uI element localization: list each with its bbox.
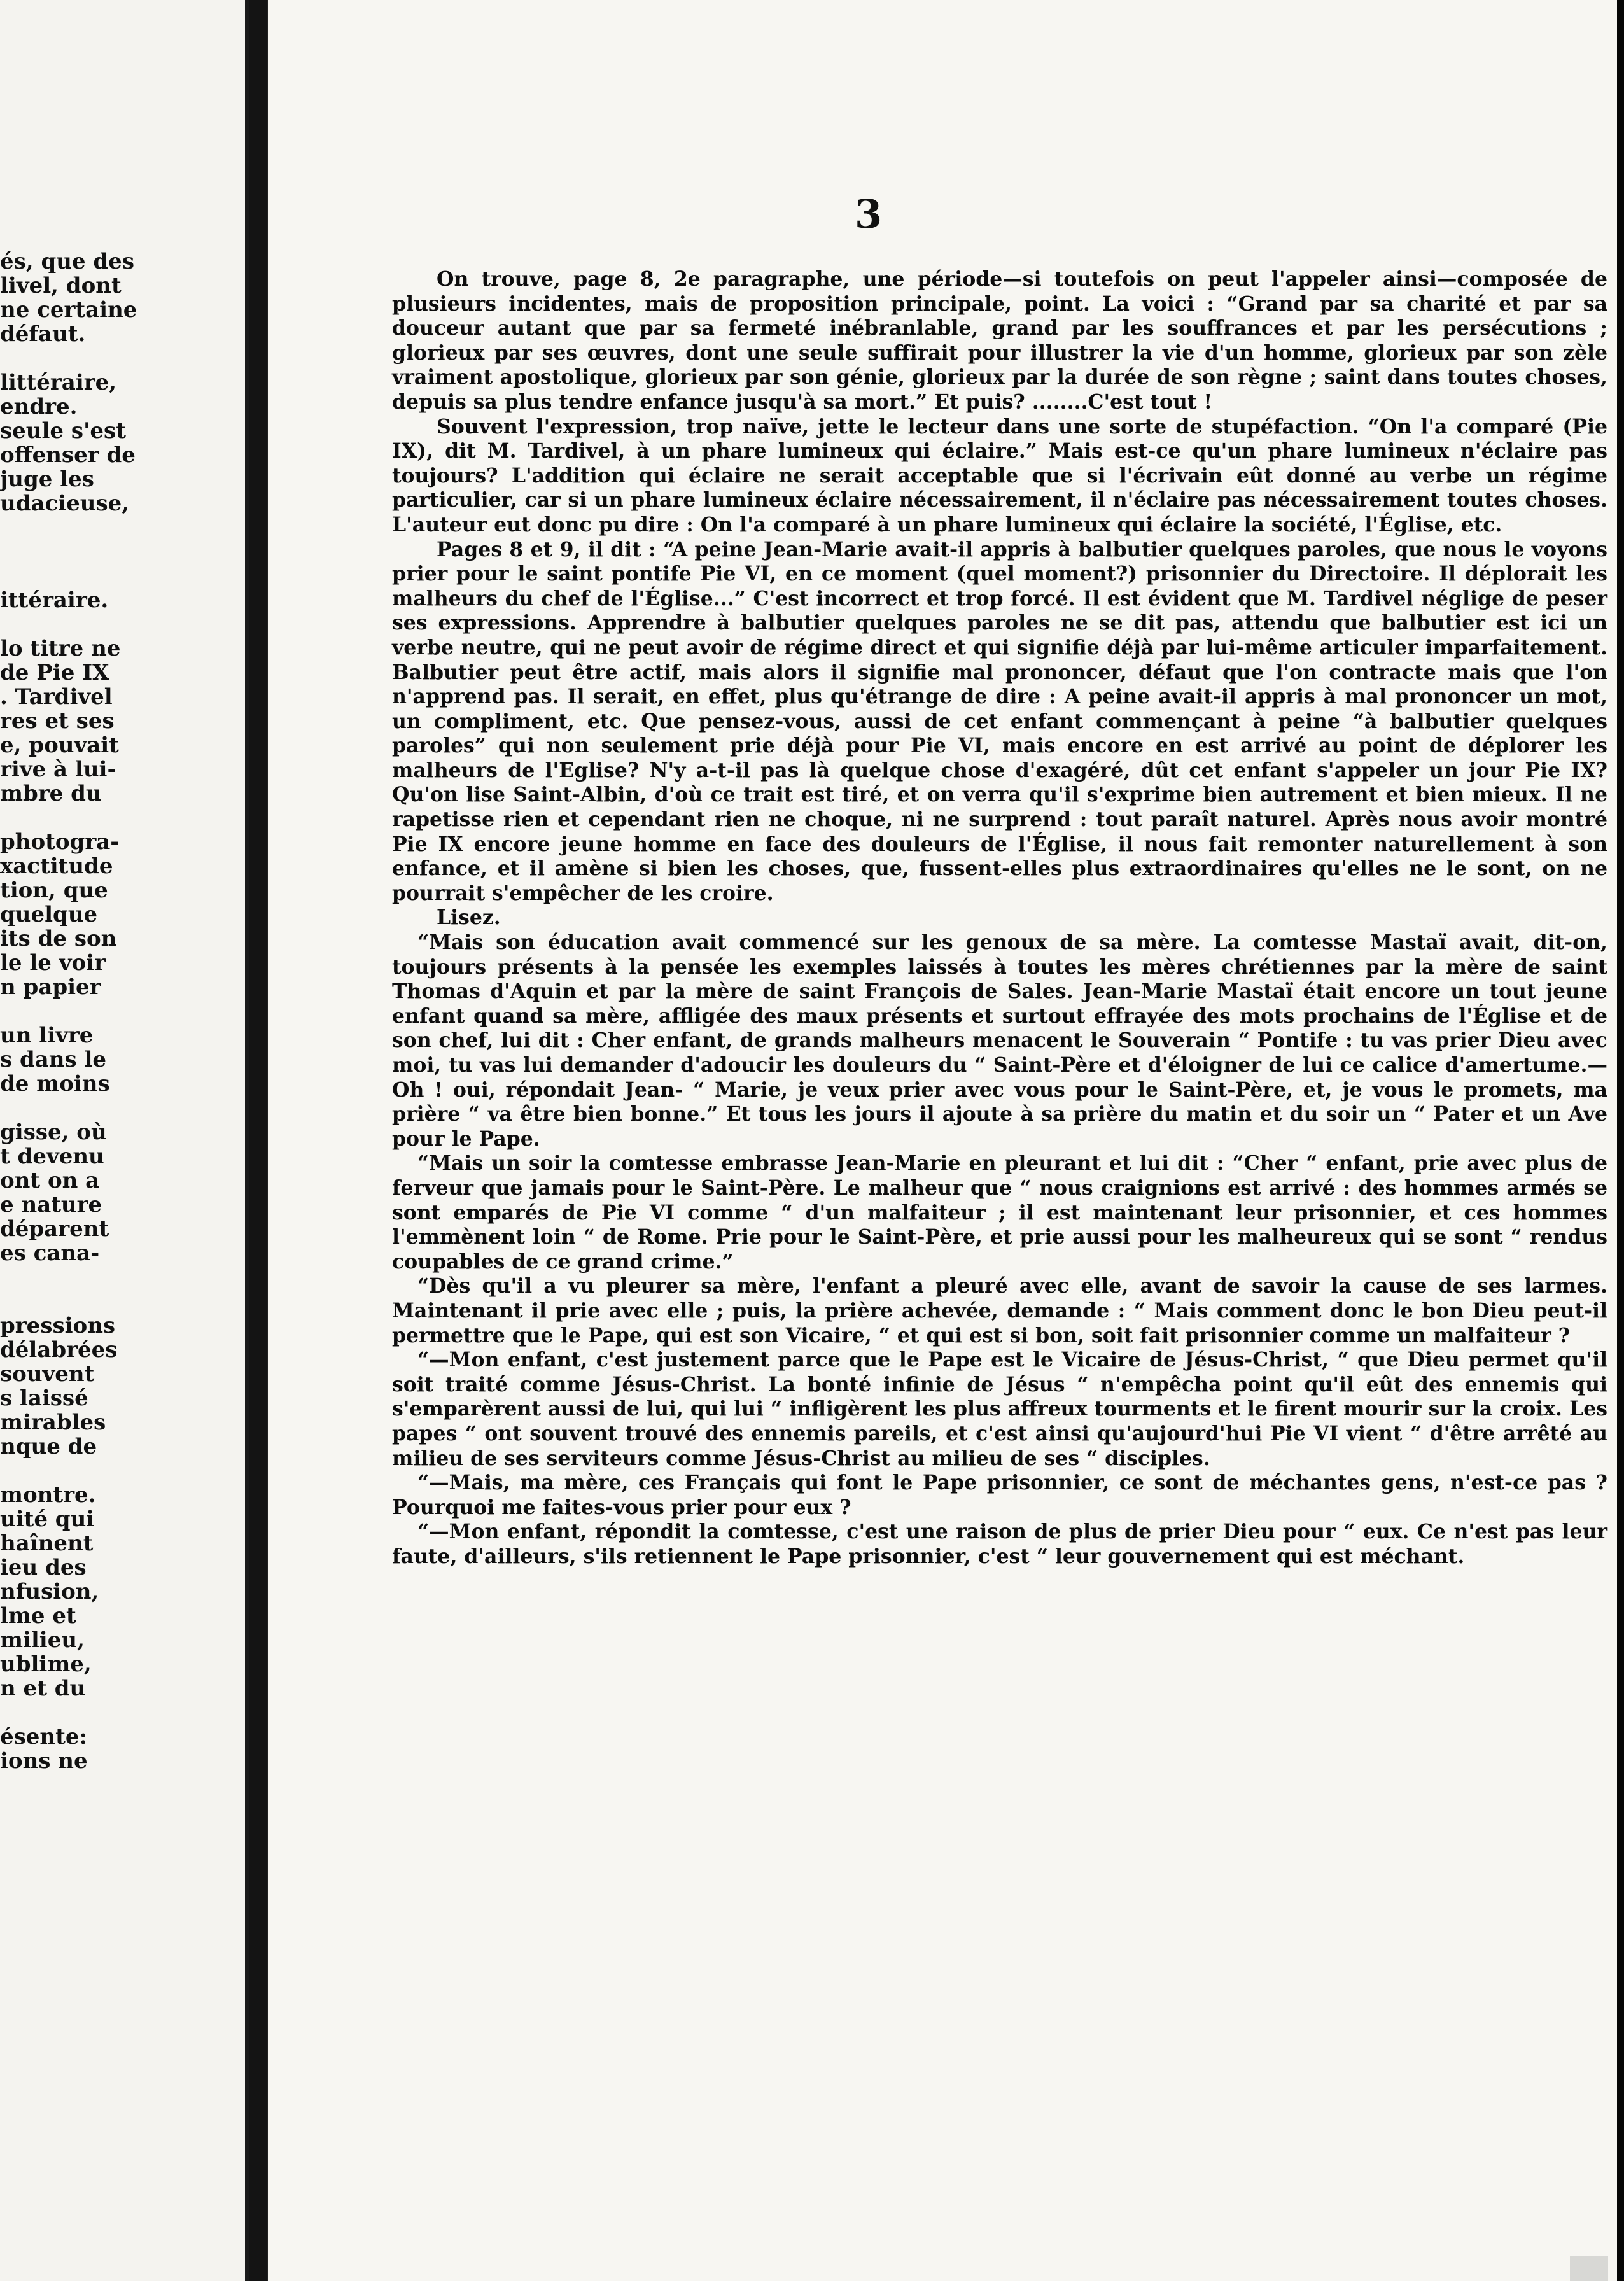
book-gutter <box>249 0 267 2281</box>
left-page-line: its de son <box>0 926 117 951</box>
left-page-line: ions ne <box>0 1748 88 1774</box>
left-page-line: livel, dont <box>0 273 122 298</box>
left-page-line <box>0 516 237 540</box>
left-page-line <box>0 999 237 1023</box>
left-page-line: photogra- <box>0 829 120 855</box>
paragraph-7: “Dès qu'il a vu pleurer sa mère, l'enfant a pleuré avec elle, avant de savoir la cause de ses larmes. Maintenant il prie avec elle ; puis, la prière achevée, demande : “ Mais comment donc le bon Dieu peut-il permettre que le Pape, qui est son Vicaire, “ et qui est si bon, soit fait prisonnier comme un malfaiteur ? <box>392 1274 1607 1347</box>
paragraph-4: Lisez. <box>437 906 501 930</box>
left-page-line: lme et <box>0 1603 76 1629</box>
left-page-line: s dans le <box>0 1047 107 1072</box>
left-page-line: un livre <box>0 1023 94 1048</box>
left-page-line <box>0 540 237 564</box>
left-page-line: udacieuse, <box>0 491 130 516</box>
page-number: 3 <box>855 191 883 237</box>
left-page-line: es cana- <box>0 1240 100 1266</box>
scan-edge-mark <box>1570 2256 1608 2281</box>
left-page-line: seule s'est <box>0 418 126 444</box>
left-page-line: nque de <box>0 1434 97 1459</box>
left-page-line: n et du <box>0 1676 86 1701</box>
left-page-line: le le voir <box>0 950 106 976</box>
main-page <box>267 0 1617 2281</box>
left-page-line: gisse, où <box>0 1119 107 1145</box>
left-page-line: littéraire, <box>0 370 117 395</box>
left-page-line <box>0 1459 237 1483</box>
left-page-line: xactitude <box>0 853 113 879</box>
left-page-line: és, que des <box>0 249 134 274</box>
left-page-line: quelque <box>0 902 98 927</box>
paragraph-3: Pages 8 et 9, il dit : “A peine Jean-Marie avait-il appris à balbutier quelques paroles, que nous le voyons prier pour le saint pontife Pie VI, en ce moment (quel moment?) prisonnier du Directoire. Il déplorait les malheurs du chef de l'Église...” C'est incorrect et trop forcé. Il est évident que M. Tardivel néglige de peser ses expressions. Apprendre à balbutier quelques paroles ne se dit pas, attendu que balbutier est ici un verbe neutre, qui ne peut avoir de régime direct et qui signifie déjà par lui-même articuler imparfaitement. Balbutier peut être actif, mais alors il signifie mal prononcer, défaut que l'on contracte mais que l'on n'apprend pas. Il serait, en effet, plus qu'étrange de dire : A peine avait-il appris à mal prononcer un mot, un compliment, etc. Que pensez-vous, aussi de cet enfant commençant à peine “à balbutier quelques paroles” qui non seulement prie déjà pour Pie VI, mais encore en est arrivé au point de déplorer les malheurs de l'Eglise? N'y a-t-il pas là quelque chose d'exagéré, dût cet enfant s'appeler un jour Pie IX? Qu'on lise Saint-Albin, d'où ce trait est tiré, et on verra qu'il s'exprime bien autrement et bien mieux. Il ne rapetisse rien et cependant rien ne choque, ni ne surprend : tout paraît naturel. Après nous avoir montré Pie IX encore jeune homme en face des douleurs de l'Église, il nous fait remonter naturellement à son enfance, et il amène si bien les choses, que, fussent-elles plus extraordinaires qu'elles ne le sont, on ne pourrait s'empêcher de les croire. <box>392 537 1607 905</box>
left-page-line: juge les <box>0 467 94 492</box>
left-page-line: mirables <box>0 1410 106 1435</box>
left-page-text-fragments <box>0 249 242 1773</box>
left-page-line: ont on a <box>0 1168 100 1193</box>
left-page-line: tion, que <box>0 878 108 903</box>
left-page-line: pressions <box>0 1313 116 1338</box>
left-page-line: montre. <box>0 1482 96 1508</box>
left-page-line: ieu des <box>0 1555 87 1580</box>
left-page-line: de moins <box>0 1071 110 1097</box>
left-page-line: mbre du <box>0 781 102 806</box>
left-page-line: offenser de <box>0 442 136 468</box>
left-page-line: milieu, <box>0 1627 85 1653</box>
left-page-line: e nature <box>0 1192 102 1218</box>
left-page-line: défaut. <box>0 321 86 347</box>
left-page-line <box>0 1701 237 1725</box>
left-page-line: . Tardivel <box>0 684 113 710</box>
left-page-line: délabrées <box>0 1337 118 1363</box>
left-page-line: uité qui <box>0 1506 95 1532</box>
left-page-line: de Pie IX <box>0 660 109 685</box>
left-page-line: lo titre ne <box>0 636 121 661</box>
left-page-line: ésente: <box>0 1724 88 1750</box>
left-page-line: nfusion, <box>0 1579 99 1604</box>
left-page-line: s laissé <box>0 1386 88 1411</box>
paragraph-9: “—Mais, ma mère, ces Français qui font le Pape prisonnier, ce sont de méchantes gens, n'est-ce pas ? Pourquoi me faites-vous prier pour eux ? <box>392 1471 1607 1519</box>
left-page-line: souvent <box>0 1361 95 1387</box>
left-page-line <box>0 346 237 370</box>
left-page-line: n papier <box>0 974 101 1000</box>
left-page-line: haînent <box>0 1531 94 1556</box>
left-page-line: déparent <box>0 1216 109 1242</box>
left-page-line <box>0 806 237 830</box>
paragraph-2: Souvent l'expression, trop naïve, jette le lecteur dans une sorte de stupéfaction. “On l'a comparé (Pie IX), dit M. Tardivel, à un phare lumineux qui éclaire.” Mais est-ce qu'un phare lumineux n'éclaire pas toujours? L'addition qui éclaire ne serait acceptable que si l'écrivain eût donné au verbe un régime particulier, car si un phare lumineux éclaire nécessairement, il n'éclaire pas nécessairement toutes choses. L'auteur eut donc pu dire : On l'a comparé à un phare lumineux qui éclaire la société, l'Église, etc. <box>392 414 1607 537</box>
left-page-line: ne certaine <box>0 297 137 323</box>
left-page-line <box>0 1289 237 1314</box>
left-page-line: rive à lui- <box>0 757 116 782</box>
body-text <box>392 267 1607 1569</box>
left-page-line: ittéraire. <box>0 587 109 613</box>
left-page-line: res et ses <box>0 708 115 734</box>
left-page-line: ublime, <box>0 1652 92 1677</box>
left-page-line <box>0 564 237 588</box>
left-page-line: endre. <box>0 394 78 419</box>
left-page-line <box>0 1096 237 1120</box>
left-page-edge <box>0 0 249 2281</box>
left-page-line: t devenu <box>0 1144 104 1169</box>
left-page-line <box>0 1265 237 1289</box>
paragraph-6: “Mais un soir la comtesse embrasse Jean-Marie en pleurant et lui dit : “Cher “ enfant, prie avec plus de ferveur que jamais pour le Saint-Père. Le malheur que “ nous craignions est arrivé : des hommes armés se sont emparés de Pie VI comme “ d'un malfaiteur ; il est maintenant leur prisonnier, et ces hommes l'emmènent loin “ de Rome. Prie pour le Saint-Père, et prie aussi pour les malheureux qui se sont “ rendus coupables de ce grand crime.” <box>392 1151 1607 1274</box>
paragraph-8: “—Mon enfant, c'est justement parce que le Pape est le Vicaire de Jésus-Christ, “ que Dieu permet qu'il soit traité comme Jésus-Christ. La bonté infinie de Jésus “ n'empêcha point qu'il eût des ennemis qui s'emparèrent aussi de lui, qui lui “ infligèrent les plus affreux tourments et le firent mourir sur la croix. Les papes “ ont souvent trouvé des ennemis pareils, et c'est ainsi qu'aujourd'hui Pie VI vient “ d'être arrêté au milieu de ses serviteurs comme Jésus-Christ au milieu de ses “ disciples. <box>392 1348 1607 1470</box>
paragraph-10: “—Mon enfant, répondit la comtesse, c'est une raison de plus de prier Dieu pour “ eux. Ce n'est pas leur faute, d'ailleurs, s'ils retiennent le Pape prisonnier, c'est “ leur gouvernement qui est méchant. <box>392 1520 1607 1568</box>
paragraph-5: “Mais son éducation avait commencé sur les genoux de sa mère. La comtesse Mastaï avait, dit-on, toujours présents à la pensée les exemples laissés à toutes les mères chrétiennes par la mère de saint Thomas d'Aquin et par la mère de saint François de Sales. Jean-Marie Mastaï était encore un tout jeune enfant quand sa mère, affligée des maux présents et surtout effrayée des mots prochains de l'Église et de son chef, lui dit : Cher enfant, de grands malheurs menacent le Souverain “ Pontife : tu vas prier Dieu avec moi, tu vas lui demander d'adoucir les douleurs du “ Saint-Père et d'éloigner de lui ce calice d'amertume.—Oh ! oui, répondait Jean- “ Marie, je veux prier avec vous pour le Saint-Père, et, je vous le promets, ma prière “ va être bien bonne.” Et tous les jours il ajoute à sa prière du matin et du soir un “ Pater et un Ave pour le Pape. <box>392 930 1607 1151</box>
left-page-line <box>0 612 237 636</box>
paragraph-1: On trouve, page 8, 2e paragraphe, une période—si toutefois on peut l'appeler ainsi—composée de plusieurs incidentes, mais de proposition principale, point. La voici : “Grand par sa charité et par sa douceur autant que par sa fermeté inébranlable, grand par les souffrances et par les persécutions ; glorieux par ses œuvres, dont une seule suffirait pour illustrer la vie d'un homme, glorieux par son zèle vraiment apostolique, glorieux par son génie, glorieux par la durée de son règne ; saint dans toutes choses, depuis sa plus tendre enfance jusqu'à sa mort.” Et puis? ........C'est tout ! <box>392 267 1607 414</box>
left-page-line: e, pouvait <box>0 733 119 758</box>
